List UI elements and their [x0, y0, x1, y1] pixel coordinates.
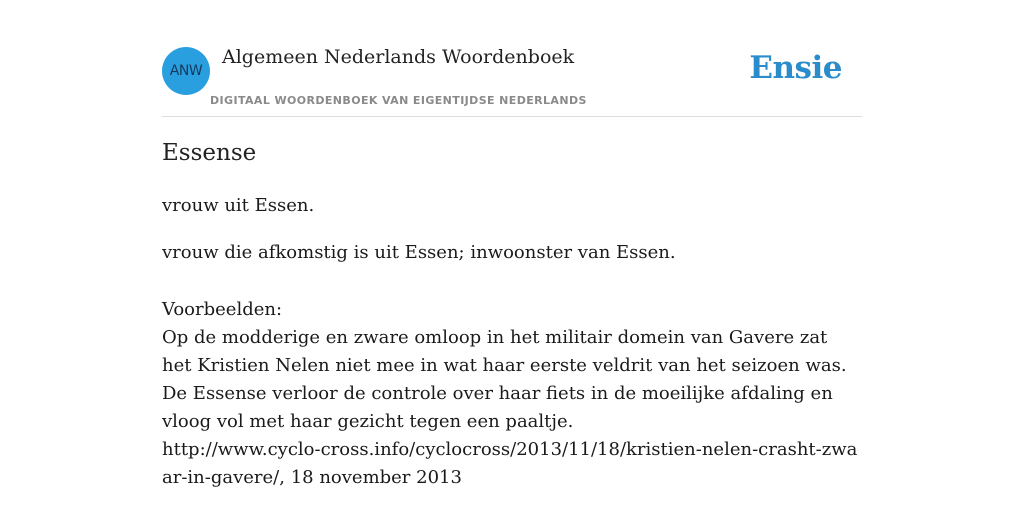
logo-text: ANW	[169, 63, 203, 79]
examples-section	[162, 296, 862, 492]
ensie-brand-logo[interactable]: Ensie	[749, 50, 842, 86]
site-subtitle: DIGITAAL WOORDENBOEK VAN EIGENTIJDSE NEDERLANDS	[210, 94, 587, 107]
anw-logo-icon[interactable]	[162, 47, 210, 95]
site-header	[162, 0, 862, 117]
entry-card	[162, 0, 862, 488]
example-source: http://www.cyclo-cross.info/cyclocross/2013/11/18/kristien-nelen-crasht-zwaar-in-gavere/, 18 november 2013	[162, 439, 858, 488]
site-title[interactable]: Algemeen Nederlands Woordenboek	[222, 46, 575, 68]
entry-headword: Essense	[162, 140, 257, 166]
example-text: Op de modderige en zware omloop in het militair domein van Gavere zat het Kristien Nelen niet mee in wat haar eerste veldrit van het seizoen was. De Essense verloor de controle over haar fiets in de moeilijke afdaling en vloog vol met haar gezicht tegen een paaltje.	[162, 327, 847, 432]
short-definition: vrouw uit Essen.	[162, 195, 315, 216]
examples-label: Voorbeelden:	[162, 299, 283, 320]
full-definition: vrouw die afkomstig is uit Essen; inwoonster van Essen.	[162, 242, 676, 263]
